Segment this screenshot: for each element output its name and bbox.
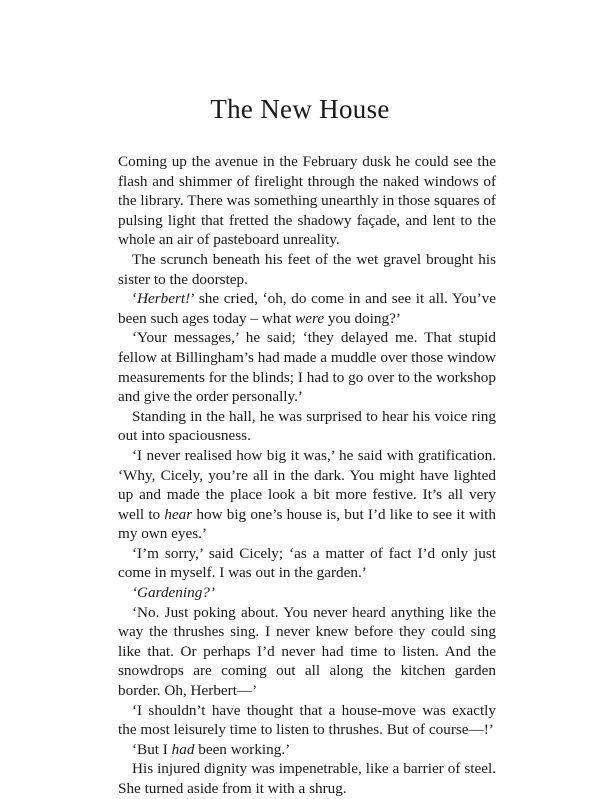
paragraph-12 — [118, 759, 496, 798]
italic-text: ‘Gardening?’ — [132, 584, 215, 602]
italic-text: Herbert! — [137, 290, 191, 308]
paragraph-6 — [118, 446, 496, 544]
paragraph-text: how big one’s house is, but I’d like to see it with my own eyes.’ — [118, 505, 496, 543]
italic-text: hear — [164, 505, 193, 523]
paragraph-4 — [118, 328, 496, 406]
paragraph-text: Coming up the avenue in the February dusk he could see the flash and shimmer of firelight through the naked windows of the library. There was something unearthly in those squares of pulsing light that fretted the shadowy façade, and lent to the whole an air of pasteboard unreality. — [118, 153, 496, 249]
paragraph-text: ‘ — [132, 290, 138, 308]
paragraph-text: been working.’ — [194, 740, 291, 758]
paragraph-text: ‘I’m sorry,’ said Cicely; ‘as a matter of fact I’d only just come in myself. I was out in the garden.’ — [118, 544, 496, 582]
paragraph-text: Standing in the hall, he was surprised to hear his voice ring out into spaciousness. — [118, 407, 496, 445]
chapter-body — [118, 152, 496, 799]
paragraph-5 — [118, 407, 496, 446]
paragraph-text: ‘No. Just poking about. You never heard anything like the way the thrushes sing. I never knew before they could sing like that. Or perhaps I’d never had time to listen. And the snowdrops are coming out all along the kitchen garden border. Oh, Herbert—’ — [118, 603, 496, 700]
paragraph-8 — [118, 583, 496, 603]
paragraph-10 — [118, 701, 496, 740]
paragraph-2 — [118, 250, 496, 289]
chapter-title: The New House — [210, 94, 390, 124]
paragraph-text: ‘I shouldn’t have thought that a house-move was exactly the most leisurely time to listen to thrushes. But of course—!’ — [118, 701, 496, 739]
paragraph-1 — [118, 152, 496, 250]
paragraph-text: His injured dignity was impenetrable, like a barrier of steel. She turned aside from it with a shrug. — [118, 760, 496, 797]
italic-text: were — [295, 309, 325, 327]
paragraph-text: The scrunch beneath his feet of the wet gravel brought his sister to the doorstep. — [118, 250, 496, 288]
paragraph-text: you doing?’ — [324, 309, 401, 327]
paragraph-text: ‘But I — [132, 740, 172, 758]
paragraph-text: ‘I never realised how big it was,’ he said with gratification. ‘Why, Cicely, you’re all in the dark. You might have lighted up and made the place look a bit more festive. It’s all very well to — [118, 446, 496, 523]
paragraph-text: ‘Your messages,’ he said; ‘they delayed me. That stupid fellow at Billingham’s had made a muddle over those window measurements for the blinds; I had to go over to the workshop and give the order personally.’ — [118, 329, 496, 406]
paragraph-text: ’ she cried, ‘oh, do come in and see it all. You’ve been such ages today – what — [118, 290, 496, 327]
paragraph-9 — [118, 603, 496, 701]
paragraph-3 — [118, 289, 496, 328]
paragraph-7 — [118, 544, 496, 583]
italic-text: had — [171, 740, 195, 758]
